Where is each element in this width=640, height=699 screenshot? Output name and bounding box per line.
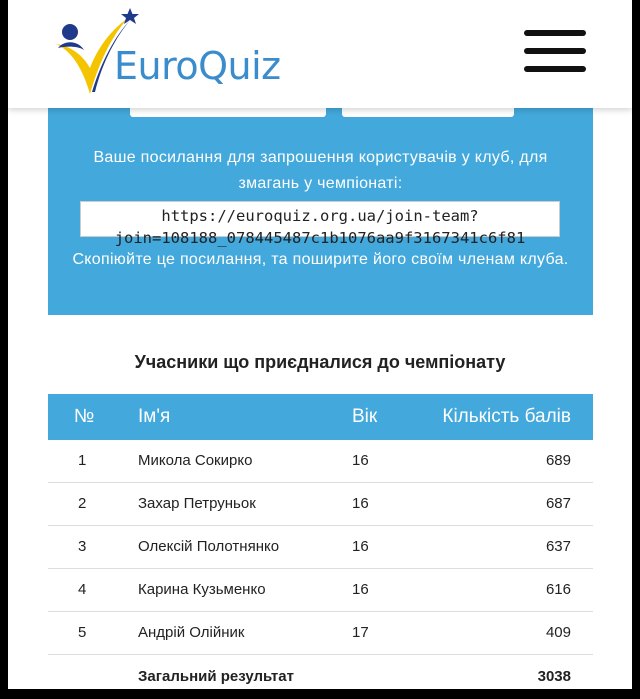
table-total-row (48, 655, 593, 699)
row-num: 4 (78, 581, 87, 598)
row-age: 16 (352, 581, 369, 598)
row-num: 3 (78, 538, 87, 555)
row-name: Карина Кузьменко (138, 581, 266, 598)
participants-title: Учасники що приєдналися до чемпіонату (134, 352, 506, 372)
invite-link-line2: join=108188_078445487c1b1076aa9f3167341c6f81 (114, 229, 526, 247)
row-score: 409 (545, 624, 571, 641)
total-value: 3038 (537, 668, 571, 685)
row-score: 689 (545, 452, 571, 469)
participants-table (48, 394, 593, 699)
row-score: 637 (545, 538, 571, 555)
header-score: Кількість балів (442, 406, 571, 427)
hamburger-menu-icon[interactable] (524, 30, 586, 72)
logo-text: EuroQuiz (114, 44, 281, 88)
table-row (48, 526, 593, 569)
row-name: Андрій Олійник (138, 624, 245, 641)
table-header (48, 394, 593, 440)
row-score: 616 (545, 581, 571, 598)
invite-link-line1: https://euroquiz.org.ua/join-team? (161, 207, 479, 225)
invite-description: Ваше посилання для запрошення користувачів у клуб, для змагань у чемпіонаті: (93, 149, 548, 192)
row-name: Микола Сокирко (138, 452, 253, 469)
invite-link-field[interactable] (80, 201, 560, 247)
row-age: 16 (352, 495, 369, 512)
row-num: 2 (78, 495, 87, 512)
row-age: 16 (352, 538, 369, 555)
invite-instruction: Скопіюйте це посилання, та поширите його своїм членам клуба. (72, 251, 569, 268)
row-num: 5 (78, 624, 87, 641)
table-row (48, 440, 593, 483)
euroquiz-logo[interactable] (48, 6, 308, 101)
row-num: 1 (78, 452, 87, 469)
row-age: 16 (352, 452, 369, 469)
table-row (48, 483, 593, 526)
row-age: 17 (352, 624, 369, 641)
row-name: Захар Петруньок (138, 495, 256, 512)
header-num: № (74, 406, 95, 427)
header-age: Вік (352, 406, 378, 427)
table-row (48, 612, 593, 655)
app-screen (8, 0, 632, 689)
row-name: Олексій Полотнянко (138, 538, 280, 555)
header-name: Ім'я (138, 406, 171, 427)
site-header (8, 0, 632, 108)
invite-panel (48, 85, 593, 315)
table-row (48, 569, 593, 612)
row-score: 687 (545, 495, 571, 512)
total-label: Загальний результат (138, 668, 294, 685)
